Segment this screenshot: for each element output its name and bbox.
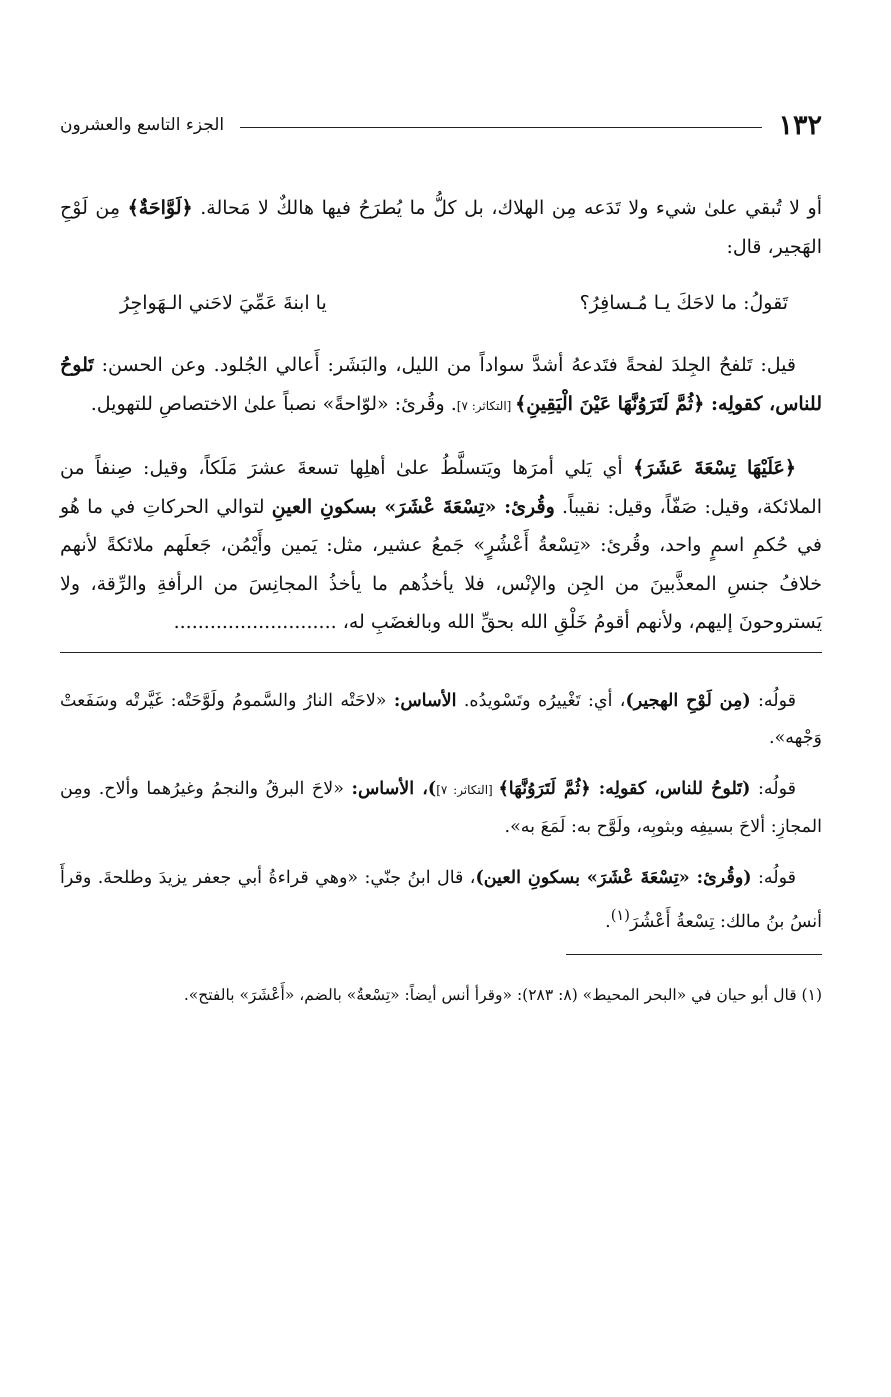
p2-text: قيل: تَلفحُ الجِلدَ لفحةً فتَدعهُ أشدَّ سواداً من الليل، والبَشَر: أَعالي الجُلود. وعن الحسن: (93, 354, 796, 376)
commentary-3 (60, 860, 822, 941)
commentary-lead: قولُه: (750, 778, 796, 799)
header-rule (240, 127, 762, 128)
commentary-text: «لاحَتْه النارُ والسَّمومُ ولَوَّحَتْه: غَيَّرتْه وسَفَعتْ وَجْهه». (60, 690, 822, 748)
commentary-quote: (وقُرئ: «تِسْعَةَ عْشَرَ» بسكونِ العين) (475, 867, 752, 888)
quran-verse: ﴿ثُمَّ لَتَرَوُنَّهَا﴾ (498, 778, 599, 799)
commentary-text: ، أي: تَغْييرُه وتَسْويدُه. (456, 690, 626, 711)
commentary-source: الأساس: (351, 778, 415, 799)
verse-second-hemistich: يا ابنةَ عَمِّيَ لاحَني الـهَواجِرُ (120, 292, 327, 314)
quran-tisata-ashar: ﴿عَلَيْهَا تِسْعَةَ عَشَرَ﴾ (633, 457, 796, 479)
commentary-quote-close: )، (414, 778, 437, 799)
commentary-2 (60, 771, 822, 846)
page-number: ١٣٢ (778, 109, 822, 141)
book-page (60, 105, 822, 1009)
footnote-marker: (١) (610, 906, 630, 924)
commentary-separator (60, 652, 822, 653)
paragraph-3 (60, 449, 822, 642)
commentary-text: . (605, 911, 611, 932)
quran-reference: [التكاثر: ٧] (436, 782, 499, 797)
page-header (60, 105, 822, 145)
commentary-quote: (مِن لَوْحِ الهجير) (625, 690, 751, 711)
paragraph-1 (60, 189, 822, 266)
footnote: (١) قال أبو حيان في «البحر المحيط» (٨: ٢٨٣): «وقرأ أنس أيضاً: «تِسْعةُ» بالضم، «أَعْشَرَ» بالفتح». (183, 986, 822, 1005)
quran-reference: [التكاثر: ٧] (456, 398, 516, 413)
commentary-section (60, 683, 822, 941)
footnote-separator (566, 954, 822, 955)
commentary-text: ، قال ابنُ جنّي: «وهي قراءةُ أبي جعفر يزيدَ وطلحةَ. وقرأَ أنسُ بنُ مالك: تِسْعةُ أَعْشُرَ (60, 867, 822, 932)
p2-text-2: . وقُرئ: «لوّاحةً» نصباً علىٰ الاختصاصِ للتهويل. (90, 392, 457, 415)
poetry-verse (60, 284, 822, 322)
p1-text: أو لا تُبقي علىٰ شيء ولا تَدَعه مِن الهلاك، بل كلُّ ما يُطرَحُ فيها هالكٌ لا مَحالة. (200, 197, 822, 219)
p3-text: أي يَلي أمرَها ويَتسلَّطُ علىٰ أهلِها تسعةَ عشرَ مَلَكاً، وقيل: صِنفاً من الملائكة، وقيل: صَفّاً، وقيل: نقيباً. (60, 457, 822, 518)
p2-bold: تَلوحُ للناس، كقولِه: (60, 354, 822, 415)
main-text (60, 189, 822, 642)
quran-verse-takathur: ﴿ثُمَّ لَتَرَوُنَّهَا عَيْنَ الْيَقِينِ﴾ (515, 392, 711, 415)
commentary-lead: قولُه: (750, 690, 796, 711)
commentary-1 (60, 683, 822, 757)
p3-text-2: لتوالي الحركاتِ في ما هُو في حُكمِ اسمٍ واحد، وقُرئ: «تِسْعةُ أَعْشُرٍ» جَمعُ عشير، مثل: يَمين وأَيْمُن، جَعلَهم ملائكةً لأنهم خلافُ جنسِ المعذَّبينَ من الجِن والإنْس، فلا يأخذُهم ما يأخذُ المجانِسَ من الرأفةِ والرِّقة، ولا يَستروحونَ إليهم، ولأنهم أقومُ خَلْقِ الله بحقِّ الله وبالغضَبِ له، (60, 495, 822, 633)
commentary-text: «لاحَ البرقُ والنجمُ وغيرُهما وألاح. ومِن المجازِ: ألاحَ بسيفِه وبثوبِه، ولَوَّح به: لَمَعَ به». (60, 778, 822, 837)
quran-lawwaha: ﴿لَوَّاحَةٌ﴾ (127, 197, 193, 219)
p1-text-2: مِن لَوْحِ الهَجير، قال: (60, 197, 822, 258)
commentary-source: الأساس: (393, 690, 457, 711)
paragraph-2 (60, 346, 822, 425)
commentary-quote: (تَلوحُ للناس، كقولِه: (598, 778, 751, 799)
running-title: الجزء التاسع والعشرون (60, 115, 225, 135)
verse-first-hemistich: تَقولُ: ما لاحَكَ يـا مُـسافِرُ؟ (579, 292, 788, 314)
continuation-dots: ........................... (173, 611, 337, 633)
p3-bold: وقُرئ: «تِسْعَةَ عْشَرَ» بسكونِ العينِ (271, 495, 555, 518)
commentary-lead: قولُه: (751, 867, 796, 888)
